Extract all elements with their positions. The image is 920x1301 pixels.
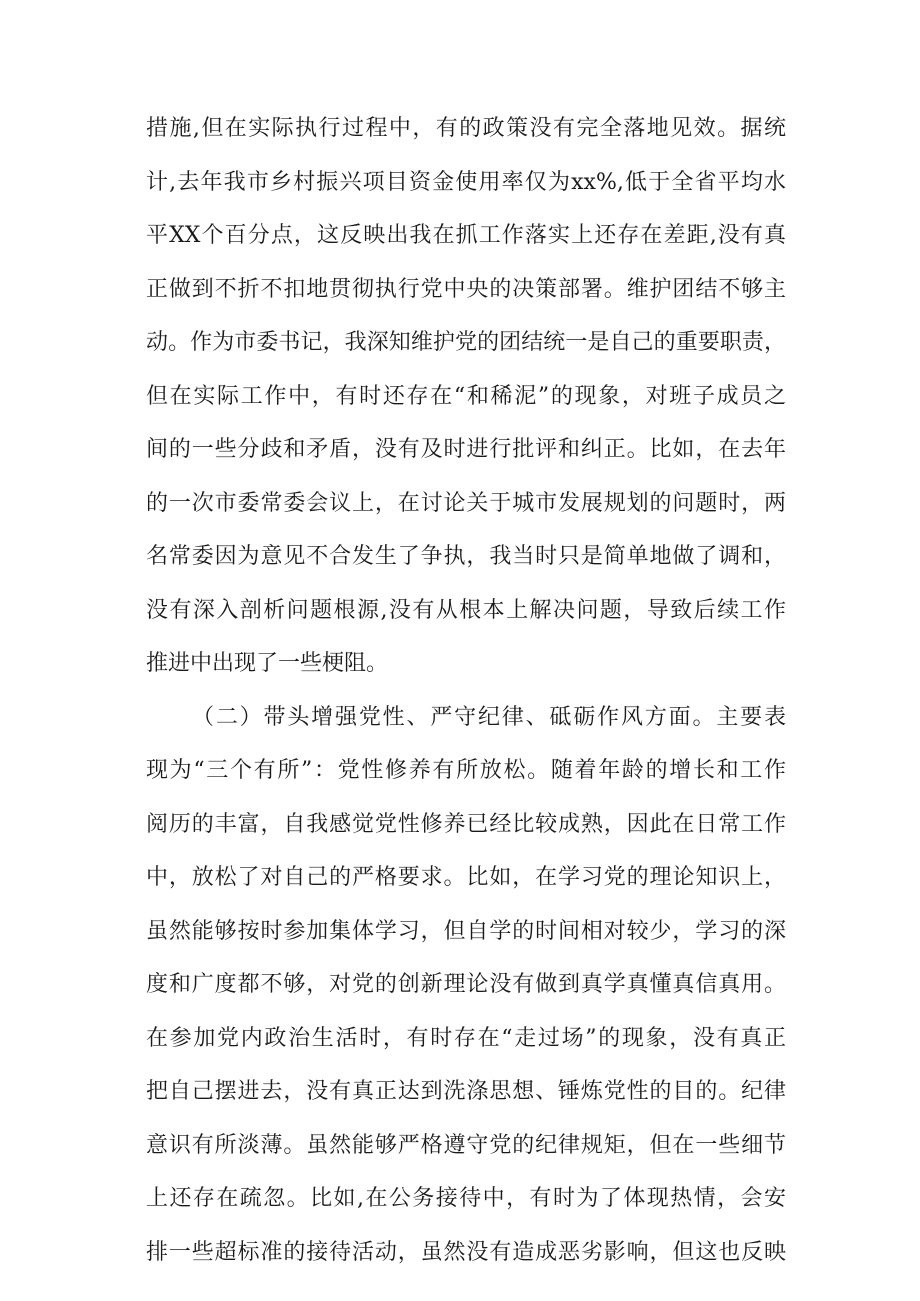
paragraph-1-line-4: 正做到不折不扣地贯彻执行党中央的决策部署。维护团结不够主 xyxy=(146,276,786,302)
paragraph-1-line-9: 名常委因为意见不合发生了争执，我当时只是简单地做了调和， xyxy=(146,544,786,569)
paragraph-1-line-6: 但在实际工作中，有时还存在“和稀泥”的现象，对班子成员之 xyxy=(146,383,786,409)
document-body xyxy=(146,102,786,1279)
paragraph-2-line-10: 上还存在疏忽。比如,在公务接待中，有时为了体现热情，会安 xyxy=(146,1186,786,1211)
paragraph-2-line-11: 排一些超标准的接待活动，虽然没有造成恶劣影响，但这也反映 xyxy=(146,1239,786,1265)
paragraph-2-line-3: 阅历的丰富，自我感觉党性修养已经比较成熟，因此在日常工作 xyxy=(146,811,786,837)
paragraph-1-line-11: 推进中出现了一些梗阻。 xyxy=(146,651,389,676)
paragraph-1-line-8: 的一次市委常委会议上，在讨论关于城市发展规划的问题时，两 xyxy=(146,490,786,516)
paragraph-1-line-10: 没有深入剖析问题根源,没有从根本上解决问题，导致后续工作 xyxy=(146,597,786,623)
paragraph-2-line-9: 意识有所淡薄。虽然能够严格遵守党的纪律规矩，但在一些细节 xyxy=(146,1132,786,1158)
paragraph-1-line-2: 计,去年我市乡村振兴项目资金使用率仅为xx%,低于全省平均水 xyxy=(146,169,786,195)
paragraph-2-line-6: 度和广度都不够，对党的创新理论没有做到真学真懂真信真用。 xyxy=(146,972,786,997)
paragraph-2-line-1: （二）带头增强党性、严守纪律、砥砺作风方面。主要表 xyxy=(192,704,786,730)
paragraph-2-line-7: 在参加党内政治生活时，有时存在“走过场”的现象，没有真正 xyxy=(146,1025,786,1051)
paragraph-2-line-4: 中，放松了对自己的严格要求。比如，在学习党的理论知识上， xyxy=(146,865,786,890)
paragraph-2-line-5: 虽然能够按时参加集体学习，但自学的时间相对较少，学习的深 xyxy=(146,918,786,944)
paragraph-1-line-5: 动。作为市委书记，我深知维护党的团结统一是自己的重要职责， xyxy=(146,330,786,355)
paragraph-1-line-3: 平XX个百分点，这反映出我在抓工作落实上还存在差距,没有真 xyxy=(146,223,786,248)
paragraph-2-line-8: 把自己摆进去，没有真正达到洗涤思想、锤炼党性的目的。纪律 xyxy=(146,1079,786,1104)
paragraph-2-line-2: 现为“三个有所”：党性修养有所放松。随着年龄的增长和工作 xyxy=(146,758,786,783)
paragraph-1-line-1: 措施,但在实际执行过程中，有的政策没有完全落地见效。据统 xyxy=(146,116,786,141)
paragraph-1-line-7: 间的一些分歧和矛盾，没有及时进行批评和纠正。比如，在去年 xyxy=(146,437,786,462)
